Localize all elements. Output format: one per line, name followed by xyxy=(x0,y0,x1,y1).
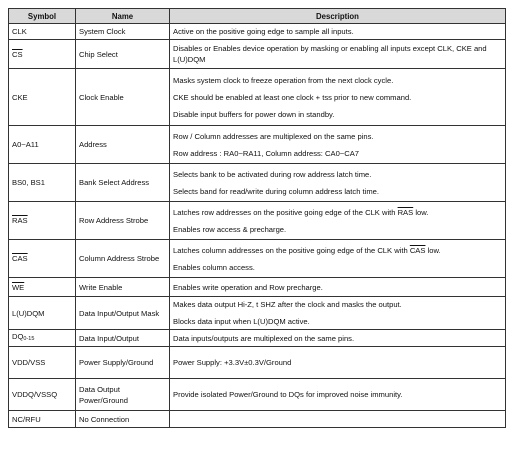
symbol-overline: $\overline{WE}$ xyxy=(12,282,25,292)
description-line: Blocks data input when L(U)DQM active. xyxy=(173,317,310,326)
description-cell xyxy=(170,202,506,240)
description-text: low. xyxy=(425,245,441,255)
name-cell: No Connection xyxy=(76,411,170,428)
symbol-cell: BS0, BS1 xyxy=(9,164,76,202)
symbol-cell xyxy=(9,40,76,69)
description-line: CKE should be enabled at least one clock + tss prior to new command. xyxy=(173,92,412,102)
description-cell xyxy=(170,164,506,202)
description-text: low. xyxy=(413,207,429,217)
symbol-cell xyxy=(9,330,76,347)
symbol-overline: $\overline{CAS}$ xyxy=(12,254,28,263)
symbol-cell xyxy=(9,240,76,278)
table-row xyxy=(9,164,506,202)
table-row xyxy=(9,278,506,297)
name-cell: Chip Select xyxy=(76,40,170,69)
table-row xyxy=(9,126,506,164)
description-line: Makes data output Hi-Z, t SHZ after the clock and masks the output. xyxy=(173,300,402,309)
description-cell xyxy=(170,347,506,379)
description-cell xyxy=(170,40,506,69)
symbol-overline: $\overline{CS}$ xyxy=(12,49,23,59)
description-text: Latches row addresses on the positive going edge of the CLK with xyxy=(173,207,398,217)
description-line: Row address : RA0~RA11, Column address: CA0~CA7 xyxy=(173,148,359,158)
symbol-subscript: 0-15 xyxy=(23,336,35,342)
signal-overline: $\overline{CAS}$ xyxy=(409,245,426,255)
header-row xyxy=(9,9,506,24)
description-cell xyxy=(170,411,506,428)
table-row xyxy=(9,330,506,347)
description-line: Enables row access & precharge. xyxy=(173,224,287,234)
table-row xyxy=(9,69,506,126)
table-row xyxy=(9,347,506,379)
name-cell: Power Supply/Ground xyxy=(76,347,170,379)
table-row xyxy=(9,202,506,240)
description-line: Disable input buffers for power down in standby. xyxy=(173,109,335,119)
description-line: Row / Column addresses are multiplexed on the same pins. xyxy=(173,131,374,141)
description-cell xyxy=(170,126,506,164)
table-row xyxy=(9,297,506,330)
description-line: Enables column access. xyxy=(173,262,255,272)
name-cell: System Clock xyxy=(76,24,170,40)
description-cell xyxy=(170,330,506,347)
description-cell xyxy=(170,24,506,40)
description-cell xyxy=(170,240,506,278)
header-description: Description xyxy=(170,9,506,24)
description-line: Active on the positive going edge to sample all inputs. xyxy=(173,27,354,36)
description-line xyxy=(173,245,502,256)
signal-overline: $\overline{RAS}$ xyxy=(397,207,414,217)
name-cell: Clock Enable xyxy=(76,69,170,126)
pin-description-table xyxy=(8,8,506,428)
name-cell: Address xyxy=(76,126,170,164)
name-cell: Data Input/Output xyxy=(76,330,170,347)
table-row xyxy=(9,40,506,69)
description-line: Provide isolated Power/Ground to DQs for improved noise immunity. xyxy=(173,390,403,399)
description-cell xyxy=(170,297,506,330)
description-line: Masks system clock to freeze operation from the next clock cycle. xyxy=(173,75,394,85)
name-cell: Write Enable xyxy=(76,278,170,297)
table-row xyxy=(9,379,506,411)
symbol-cell: NC/RFU xyxy=(9,411,76,428)
symbol-cell xyxy=(9,202,76,240)
description-cell xyxy=(170,69,506,126)
table-row xyxy=(9,240,506,278)
name-cell: Data Input/Output Mask xyxy=(76,297,170,330)
description-line: Selects bank to be activated during row address latch time. xyxy=(173,169,372,179)
header-symbol: Symbol xyxy=(9,9,76,24)
symbol-main: DQ xyxy=(12,332,24,341)
symbol-cell: VDD/VSS xyxy=(9,347,76,379)
table-row xyxy=(9,411,506,428)
symbol-cell: CLK xyxy=(9,24,76,40)
description-line xyxy=(173,207,502,218)
pin-description-table-wrapper xyxy=(8,8,506,428)
symbol-cell: A0~A11 xyxy=(9,126,76,164)
description-line: Selects band for read/write during column address latch time. xyxy=(173,186,379,196)
symbol-overline: $\overline{RAS}$ xyxy=(12,216,28,225)
description-line: Disables or Enables device operation by masking or enabling all inputs except CLK, CKE and L(U)DQM xyxy=(173,44,487,64)
table-row xyxy=(9,24,506,40)
description-line: Data inputs/outputs are multiplexed on the same pins. xyxy=(173,333,355,343)
description-cell xyxy=(170,278,506,297)
symbol-cell: CKE xyxy=(9,69,76,126)
name-cell: Column Address Strobe xyxy=(76,240,170,278)
name-cell: Data Output Power/Ground xyxy=(76,379,170,411)
description-text: Latches column addresses on the positive going edge of the CLK with xyxy=(173,245,410,255)
symbol-cell: VDDQ/VSSQ xyxy=(9,379,76,411)
symbol-cell xyxy=(9,278,76,297)
name-cell: Bank Select Address xyxy=(76,164,170,202)
description-line: Power Supply: +3.3V±0.3V/Ground xyxy=(173,358,292,367)
symbol-cell: L(U)DQM xyxy=(9,297,76,330)
description-cell xyxy=(170,379,506,411)
name-cell: Row Address Strobe xyxy=(76,202,170,240)
header-name: Name xyxy=(76,9,170,24)
description-line: Enables write operation and Row precharge. xyxy=(173,282,323,292)
